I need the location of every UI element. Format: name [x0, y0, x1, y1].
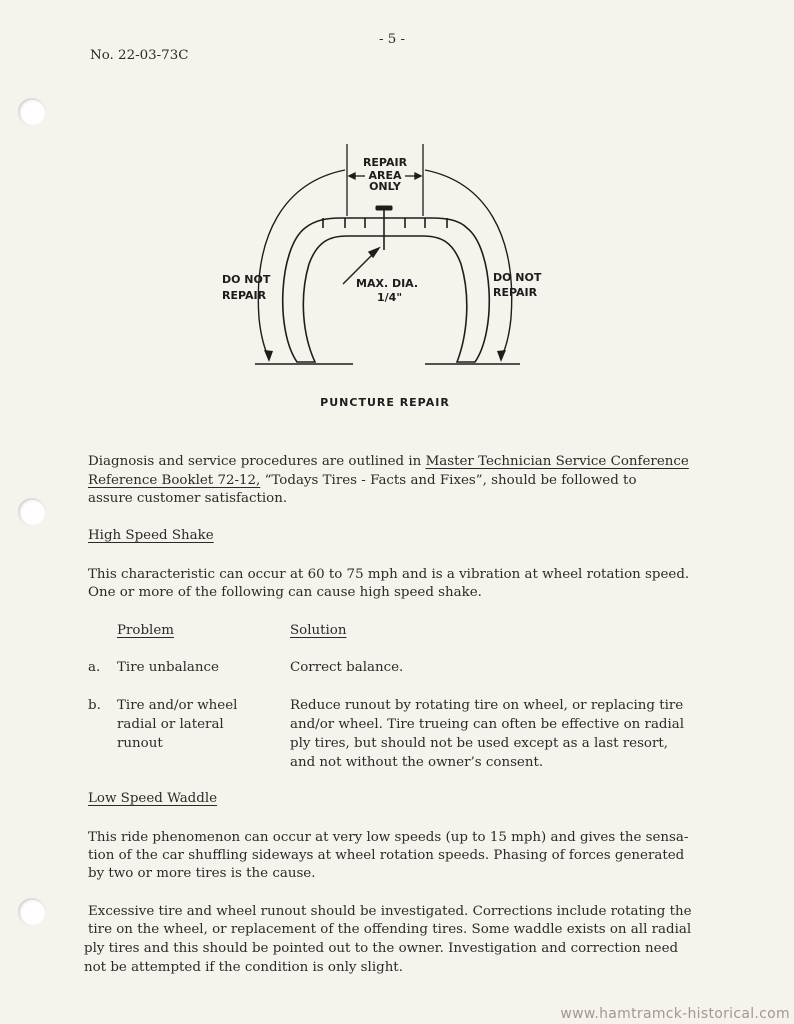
- repair-area-label-line3: ONLY: [369, 180, 401, 193]
- problem-cell: runout: [117, 736, 163, 751]
- waddle-para-1-line: tion of the car shuffling sideways at wheel rotation speeds. Phasing of forces generated: [88, 848, 685, 863]
- max-dia-label: MAX. DIA.: [356, 277, 419, 290]
- row-marker: a.: [88, 660, 101, 675]
- waddle-para-2-line: not be attempted if the condition is only slight.: [84, 960, 403, 975]
- max-dia-value: 1/4": [377, 291, 403, 304]
- document-number: No. 22-03-73C: [90, 48, 189, 63]
- page-number: - 5 -: [379, 32, 406, 47]
- intro-text: “Todays Tires - Facts and Fixes”, should be followed to: [260, 473, 637, 488]
- do-not-repair-right-line1: DO NOT: [493, 271, 542, 284]
- row-marker: b.: [88, 698, 101, 713]
- section-heading-low-speed-waddle: Low Speed Waddle: [88, 791, 218, 806]
- do-not-repair-arcs: [258, 170, 511, 358]
- binder-hole: [18, 498, 46, 526]
- intro-line-1: [88, 453, 689, 472]
- solution-cell: Correct balance.: [290, 660, 404, 675]
- waddle-para-1-line: by two or more tires is the cause.: [88, 866, 316, 881]
- arc-arrowheads: [264, 350, 506, 362]
- high-speed-shake-line-1: This characteristic can occur at 60 to 75 mph and is a vibration at wheel rotation speed.: [88, 567, 690, 582]
- high-speed-shake-line-2: One or more of the following can cause high speed shake.: [88, 585, 482, 600]
- section-heading-high-speed-shake: High Speed Shake: [88, 528, 214, 543]
- column-header-problem: Problem: [117, 623, 174, 638]
- column-header-solution: Solution: [290, 623, 347, 638]
- site-watermark: www.hamtramck-historical.com: [560, 1006, 790, 1022]
- waddle-para-2-line: Excessive tire and wheel runout should be investigated. Corrections include rotating the: [88, 904, 692, 919]
- waddle-para-2-line: tire on the wheel, or replacement of the offending tires. Some waddle exists on all radial: [88, 922, 692, 937]
- solution-cell: and/or wheel. Tire trueing can often be effective on radial: [290, 717, 685, 732]
- diagram-caption: PUNCTURE REPAIR: [320, 396, 450, 409]
- do-not-repair-right-line2: REPAIR: [493, 286, 538, 299]
- waddle-para-2-line: ply tires and this should be pointed out to the owner. Investigation and correction need: [84, 941, 679, 956]
- problem-cell: Tire and/or wheel: [117, 698, 238, 713]
- problem-cell: Tire unbalance: [117, 660, 219, 675]
- solution-cell: ply tires, but should not be used except as a last resort,: [290, 736, 669, 751]
- problem-cell: radial or lateral: [117, 717, 224, 732]
- intro-line-2: [88, 472, 637, 491]
- waddle-para-1-line: This ride phenomenon can occur at very low speeds (up to 15 mph) and gives the sensa-: [88, 830, 689, 845]
- repair-plug: [376, 206, 392, 250]
- repair-area-label-line2: AREA: [368, 169, 402, 182]
- puncture-repair-diagram: [215, 138, 555, 416]
- binder-hole: [18, 98, 46, 126]
- reference-booklet-number: Reference Booklet 72-12,: [88, 473, 261, 488]
- do-not-repair-left-line1: DO NOT: [222, 273, 271, 286]
- binder-hole: [18, 898, 46, 926]
- do-not-repair-left-line2: REPAIR: [222, 289, 267, 302]
- solution-cell: and not without the owner’s consent.: [290, 755, 544, 770]
- repair-area-label-line1: REPAIR: [362, 156, 408, 169]
- reference-booklet-title: Master Technician Service Conference: [425, 454, 689, 469]
- intro-text: Diagnosis and service procedures are outlined in: [88, 454, 426, 469]
- intro-line-3: assure customer satisfaction.: [88, 491, 288, 506]
- solution-cell: Reduce runout by rotating tire on wheel, or replacing tire: [290, 698, 684, 713]
